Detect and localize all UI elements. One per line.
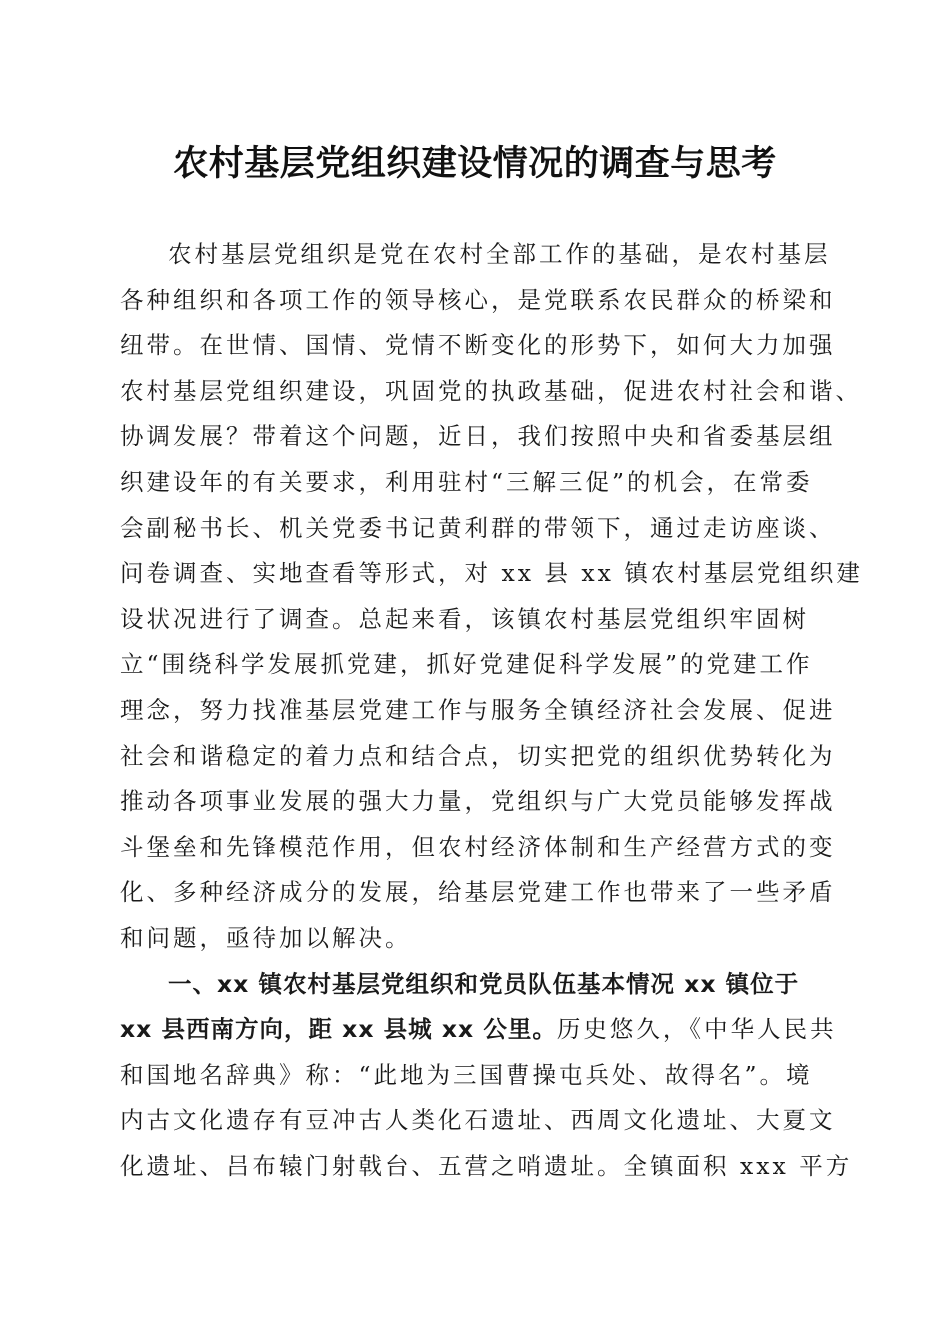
paragraph-line: 内古文化遗存有豆冲古人类化石遗址、西周文化遗址、大夏文 bbox=[120, 1106, 836, 1135]
paragraph-line: 和问题，亟待加以解决。 bbox=[120, 923, 412, 952]
section-heading: 一、xx 镇农村基层党组织和党员队伍基本情况 xx 镇位于 bbox=[168, 969, 800, 998]
paragraph-line: 推动各项事业发展的强大力量，党组织与广大党员能够发挥战 bbox=[120, 787, 836, 816]
section-heading-line bbox=[120, 962, 840, 1008]
paragraph-line: 农村基层党组织建设，巩固党的执政基础，促进农村社会和谐、 bbox=[120, 376, 862, 405]
section-heading-continued: xx 县西南方向，距 xx 县城 xx 公里。 bbox=[120, 1015, 557, 1044]
paragraph-line: 理念，努力找准基层党建工作与服务全镇经济社会发展、促进 bbox=[120, 695, 836, 724]
paragraph-line: 农村基层党组织是党在农村全部工作的基础，是农村基层 bbox=[168, 240, 831, 268]
paragraph-line: 织建设年的有关要求，利用驻村“三解三促”的机会，在常委 bbox=[120, 467, 813, 496]
section-text: 历史悠久，《中华人民共 bbox=[556, 1015, 837, 1044]
paragraph-line: 各种组织和各项工作的领导核心，是党联系农民群众的桥梁和 bbox=[120, 285, 836, 314]
paragraph-line: 社会和谐稳定的着力点和结合点，切实把党的组织优势转化为 bbox=[120, 741, 836, 770]
paragraph-line: 纽带。在世情、国情、党情不断变化的形势下，如何大力加强 bbox=[120, 331, 836, 360]
section-heading-line bbox=[120, 1007, 840, 1053]
paragraph-line: 化、多种经济成分的发展，给基层党建工作也带来了一些矛盾 bbox=[120, 878, 836, 907]
document-title: 农村基层党组织建设情况的调查与思考 bbox=[173, 143, 777, 184]
document-body bbox=[120, 232, 863, 1189]
paragraph-line: 协调发展？带着这个问题，近日，我们按照中央和省委基层组 bbox=[120, 422, 836, 451]
paragraph-line: 立“围绕科学发展抓党建，抓好党建促科学发展”的党建工作 bbox=[120, 650, 813, 679]
paragraph-line: 和国地名辞典》称：“此地为三国曹操屯兵处、故得名”。境 bbox=[120, 1060, 813, 1089]
paragraph-line: 化遗址、吕布辕门射戟台、五营之哨遗址。全镇面积 xxx 平方 bbox=[120, 1151, 853, 1180]
paragraph-line: 斗堡垒和先锋模范作用，但农村经济体制和生产经营方式的变 bbox=[120, 832, 836, 861]
paragraph-line: 问卷调查、实地查看等形式，对 xx 县 xx 镇农村基层党组织建 bbox=[120, 559, 863, 588]
paragraph-line: 会副秘书长、机关党委书记黄利群的带领下，通过走访座谈、 bbox=[120, 513, 836, 542]
paragraph-line: 设状况进行了调查。总起来看，该镇农村基层党组织牢固树 bbox=[120, 604, 809, 633]
